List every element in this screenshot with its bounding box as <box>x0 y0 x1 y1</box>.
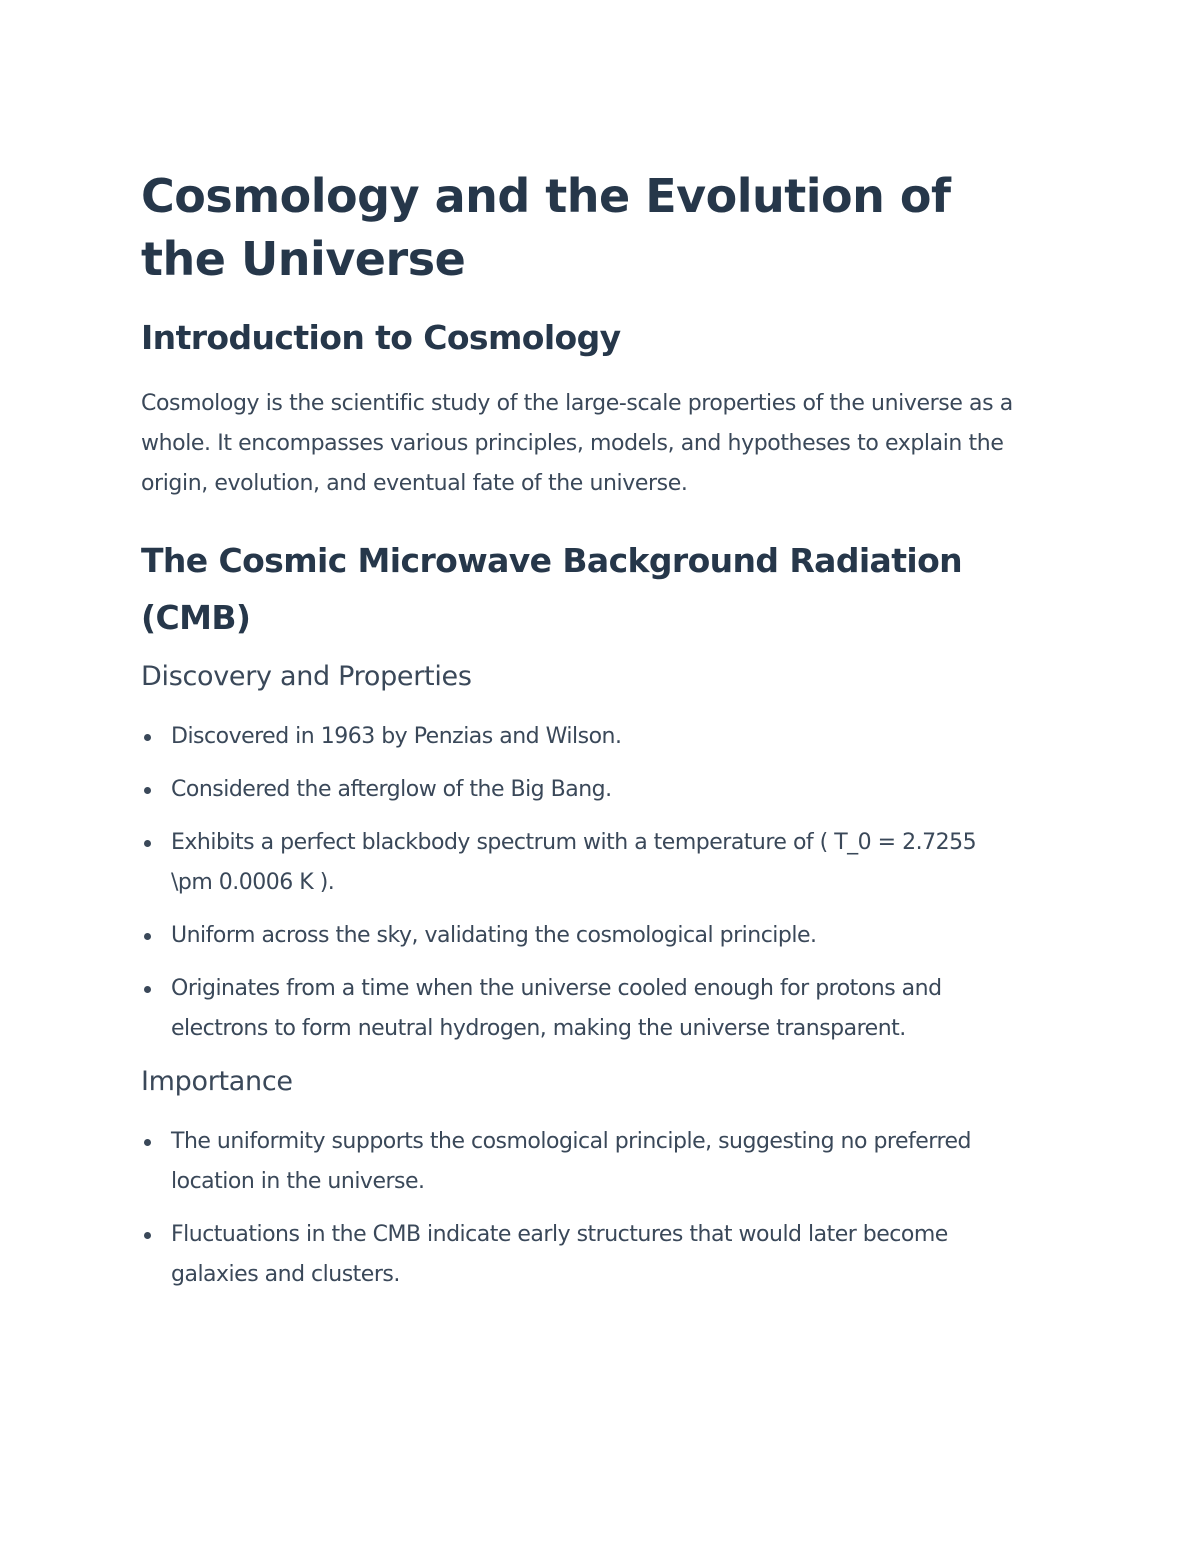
list-item <box>141 969 1021 1049</box>
bullet-icon <box>144 986 151 993</box>
list-item-text: Considered the afterglow of the Big Bang. <box>171 777 612 802</box>
list-item <box>141 770 1021 810</box>
list-item-text: The uniformity supports the cosmological principle, suggesting no preferred location in the universe. <box>171 1129 972 1194</box>
subsection-heading-discovery: Discovery and Properties <box>141 661 472 692</box>
list-item-text: Fluctuations in the CMB indicate early structures that would later become galaxies and clusters. <box>171 1222 948 1287</box>
bullet-icon <box>144 1139 151 1146</box>
list-item <box>141 916 1021 956</box>
introduction-paragraph: Cosmology is the scientific study of the large-scale properties of the universe as a whole. It encompasses various principles, models, and hypotheses to explain the origin, evolution, and eventual fate of the universe. <box>141 391 1013 496</box>
section-heading-introduction: Introduction to Cosmology <box>141 318 621 357</box>
list-item-text: Exhibits a perfect blackbody spectrum with a temperature of ( T_0 = 2.7255 \pm 0.0006 K ). <box>171 830 977 895</box>
document-page <box>141 165 1021 1295</box>
list-item-text: Uniform across the sky, validating the cosmological principle. <box>171 923 817 948</box>
list-item-text: Discovered in 1963 by Penzias and Wilson. <box>171 724 622 749</box>
bullet-icon <box>144 840 151 847</box>
importance-list <box>141 1122 1021 1295</box>
list-item <box>141 1122 1021 1202</box>
list-item <box>141 1215 1021 1295</box>
discovery-list <box>141 717 1021 1049</box>
list-item <box>141 823 1021 903</box>
document-title: Cosmology and the Evolution of the Universe <box>141 169 951 286</box>
bullet-icon <box>144 787 151 794</box>
list-item <box>141 717 1021 757</box>
list-item-text: Originates from a time when the universe cooled enough for protons and electrons to form neutral hydrogen, making the universe transparent. <box>171 976 942 1041</box>
bullet-icon <box>144 734 151 741</box>
section-heading-cmb: The Cosmic Microwave Background Radiation (CMB) <box>141 541 963 637</box>
bullet-icon <box>144 933 151 940</box>
subsection-heading-importance: Importance <box>141 1066 293 1097</box>
bullet-icon <box>144 1232 151 1239</box>
